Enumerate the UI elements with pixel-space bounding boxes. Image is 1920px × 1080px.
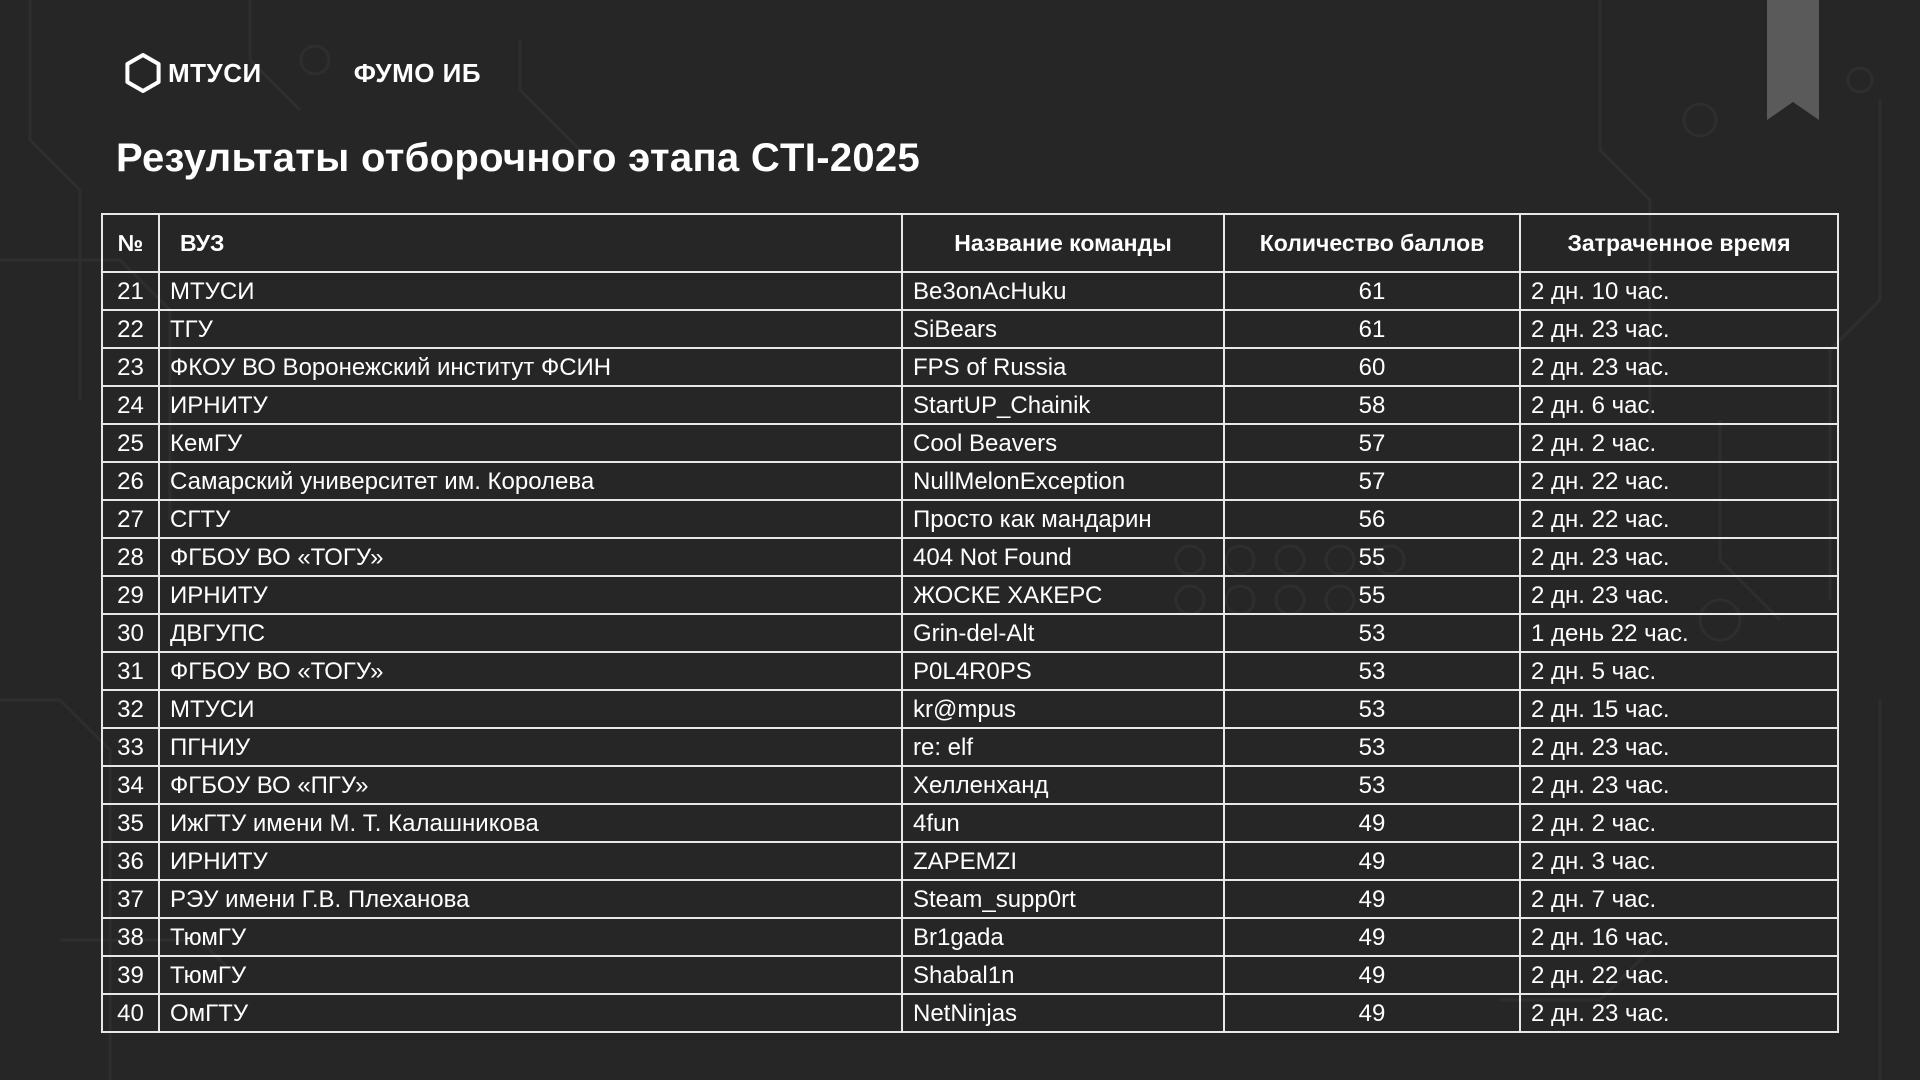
row-number: 36 xyxy=(102,842,159,880)
row-number: 38 xyxy=(102,918,159,956)
row-number: 40 xyxy=(102,994,159,1032)
table-row xyxy=(102,842,1838,880)
row-number: 29 xyxy=(102,576,159,614)
row-time-spent: 2 дн. 23 час. xyxy=(1520,994,1838,1032)
row-team-name: kr@mpus xyxy=(902,690,1224,728)
row-score: 55 xyxy=(1224,576,1520,614)
row-time-spent: 2 дн. 23 час. xyxy=(1520,310,1838,348)
row-team-name: NullMelonException xyxy=(902,462,1224,500)
row-score: 53 xyxy=(1224,652,1520,690)
table-row xyxy=(102,348,1838,386)
row-time-spent: 2 дн. 22 час. xyxy=(1520,500,1838,538)
row-team-name: Steam_supp0rt xyxy=(902,880,1224,918)
page-title: Результаты отборочного этапа CTI-2025 xyxy=(116,136,921,180)
table-row xyxy=(102,576,1838,614)
table-row xyxy=(102,462,1838,500)
row-team-name: Хелленханд xyxy=(902,766,1224,804)
row-team-name: Grin-del-Alt xyxy=(902,614,1224,652)
table-row xyxy=(102,310,1838,348)
row-university: ФГБОУ ВО «ТОГУ» xyxy=(159,538,902,576)
table-row xyxy=(102,880,1838,918)
row-score: 57 xyxy=(1224,424,1520,462)
table-row xyxy=(102,994,1838,1032)
row-number: 39 xyxy=(102,956,159,994)
row-score: 53 xyxy=(1224,614,1520,652)
header xyxy=(122,50,481,96)
row-number: 37 xyxy=(102,880,159,918)
row-university: ИРНИТУ xyxy=(159,576,902,614)
row-time-spent: 2 дн. 23 час. xyxy=(1520,538,1838,576)
row-score: 61 xyxy=(1224,310,1520,348)
row-number: 28 xyxy=(102,538,159,576)
row-score: 58 xyxy=(1224,386,1520,424)
row-number: 35 xyxy=(102,804,159,842)
row-number: 23 xyxy=(102,348,159,386)
row-university: ТюмГУ xyxy=(159,918,902,956)
partner-logo-text: ФУМО ИБ xyxy=(353,57,482,88)
row-time-spent: 2 дн. 23 час. xyxy=(1520,348,1838,386)
row-number: 27 xyxy=(102,500,159,538)
row-university: МТУСИ xyxy=(159,272,902,310)
row-university: ИжГТУ имени М. Т. Калашникова xyxy=(159,804,902,842)
table-row xyxy=(102,614,1838,652)
row-number: 24 xyxy=(102,386,159,424)
row-time-spent: 2 дн. 10 час. xyxy=(1520,272,1838,310)
table-header-row xyxy=(102,214,1838,272)
row-number: 33 xyxy=(102,728,159,766)
header-score: Количество баллов xyxy=(1224,214,1520,272)
row-time-spent: 2 дн. 15 час. xyxy=(1520,690,1838,728)
row-score: 49 xyxy=(1224,842,1520,880)
row-team-name: FPS of Russia xyxy=(902,348,1224,386)
row-team-name: NetNinjas xyxy=(902,994,1224,1032)
row-team-name: ЖОСКЕ ХАКЕРС xyxy=(902,576,1224,614)
row-score: 53 xyxy=(1224,766,1520,804)
row-time-spent: 2 дн. 6 час. xyxy=(1520,386,1838,424)
row-team-name: SiBears xyxy=(902,310,1224,348)
row-team-name: Be3onAcHuku xyxy=(902,272,1224,310)
row-number: 31 xyxy=(102,652,159,690)
mtuci-logo xyxy=(122,52,262,94)
table-row xyxy=(102,386,1838,424)
row-team-name: P0L4R0PS xyxy=(902,652,1224,690)
row-university: ПГНИУ xyxy=(159,728,902,766)
row-score: 49 xyxy=(1224,880,1520,918)
row-university: ФКОУ ВО Воронежский институт ФСИН xyxy=(159,348,902,386)
row-number: 34 xyxy=(102,766,159,804)
row-team-name: 404 Not Found xyxy=(902,538,1224,576)
row-university: РЭУ имени Г.В. Плеханова xyxy=(159,880,902,918)
row-score: 60 xyxy=(1224,348,1520,386)
table-row xyxy=(102,272,1838,310)
row-score: 49 xyxy=(1224,956,1520,994)
hexagon-logo-icon xyxy=(122,52,164,94)
row-university: ТГУ xyxy=(159,310,902,348)
row-time-spent: 2 дн. 5 час. xyxy=(1520,652,1838,690)
table-row xyxy=(102,918,1838,956)
row-time-spent: 2 дн. 22 час. xyxy=(1520,462,1838,500)
row-team-name: ZAPEMZI xyxy=(902,842,1224,880)
row-team-name: re: elf xyxy=(902,728,1224,766)
table-row xyxy=(102,500,1838,538)
row-time-spent: 2 дн. 2 час. xyxy=(1520,804,1838,842)
row-university: ДВГУПС xyxy=(159,614,902,652)
row-time-spent: 2 дн. 23 час. xyxy=(1520,766,1838,804)
row-time-spent: 2 дн. 3 час. xyxy=(1520,842,1838,880)
table-row xyxy=(102,538,1838,576)
row-number: 22 xyxy=(102,310,159,348)
header-number: № xyxy=(102,214,159,272)
row-university: ИРНИТУ xyxy=(159,842,902,880)
row-number: 26 xyxy=(102,462,159,500)
row-university: ИРНИТУ xyxy=(159,386,902,424)
row-number: 25 xyxy=(102,424,159,462)
row-score: 49 xyxy=(1224,918,1520,956)
row-time-spent: 2 дн. 16 час. xyxy=(1520,918,1838,956)
row-time-spent: 1 день 22 час. xyxy=(1520,614,1838,652)
logo-text: МТУСИ xyxy=(168,57,262,88)
header-team-name: Название команды xyxy=(902,214,1224,272)
row-university: Самарский университет им. Королева xyxy=(159,462,902,500)
row-university: ФГБОУ ВО «ПГУ» xyxy=(159,766,902,804)
table-row xyxy=(102,690,1838,728)
table-row xyxy=(102,956,1838,994)
row-team-name: Просто как мандарин xyxy=(902,500,1224,538)
row-score: 53 xyxy=(1224,728,1520,766)
row-university: ТюмГУ xyxy=(159,956,902,994)
header-time-spent: Затраченное время xyxy=(1520,214,1838,272)
row-number: 30 xyxy=(102,614,159,652)
row-time-spent: 2 дн. 22 час. xyxy=(1520,956,1838,994)
row-university: СГТУ xyxy=(159,500,902,538)
row-score: 49 xyxy=(1224,804,1520,842)
row-score: 49 xyxy=(1224,994,1520,1032)
row-university: КемГУ xyxy=(159,424,902,462)
row-university: ОмГТУ xyxy=(159,994,902,1032)
row-time-spent: 2 дн. 7 час. xyxy=(1520,880,1838,918)
table-row xyxy=(102,804,1838,842)
table-row xyxy=(102,766,1838,804)
bookmark-ribbon xyxy=(1767,0,1819,120)
row-score: 57 xyxy=(1224,462,1520,500)
row-team-name: StartUP_Chainik xyxy=(902,386,1224,424)
row-score: 61 xyxy=(1224,272,1520,310)
row-number: 32 xyxy=(102,690,159,728)
row-score: 53 xyxy=(1224,690,1520,728)
row-time-spent: 2 дн. 2 час. xyxy=(1520,424,1838,462)
results-table xyxy=(101,213,1839,1033)
row-time-spent: 2 дн. 23 час. xyxy=(1520,728,1838,766)
row-number: 21 xyxy=(102,272,159,310)
row-score: 56 xyxy=(1224,500,1520,538)
table-row xyxy=(102,424,1838,462)
row-team-name: Cool Beavers xyxy=(902,424,1224,462)
row-team-name: 4fun xyxy=(902,804,1224,842)
row-team-name: Br1gada xyxy=(902,918,1224,956)
row-team-name: Shabal1n xyxy=(902,956,1224,994)
row-university: ФГБОУ ВО «ТОГУ» xyxy=(159,652,902,690)
row-score: 55 xyxy=(1224,538,1520,576)
row-university: МТУСИ xyxy=(159,690,902,728)
row-time-spent: 2 дн. 23 час. xyxy=(1520,576,1838,614)
table-row xyxy=(102,728,1838,766)
header-university: ВУЗ xyxy=(159,214,902,272)
table-row xyxy=(102,652,1838,690)
